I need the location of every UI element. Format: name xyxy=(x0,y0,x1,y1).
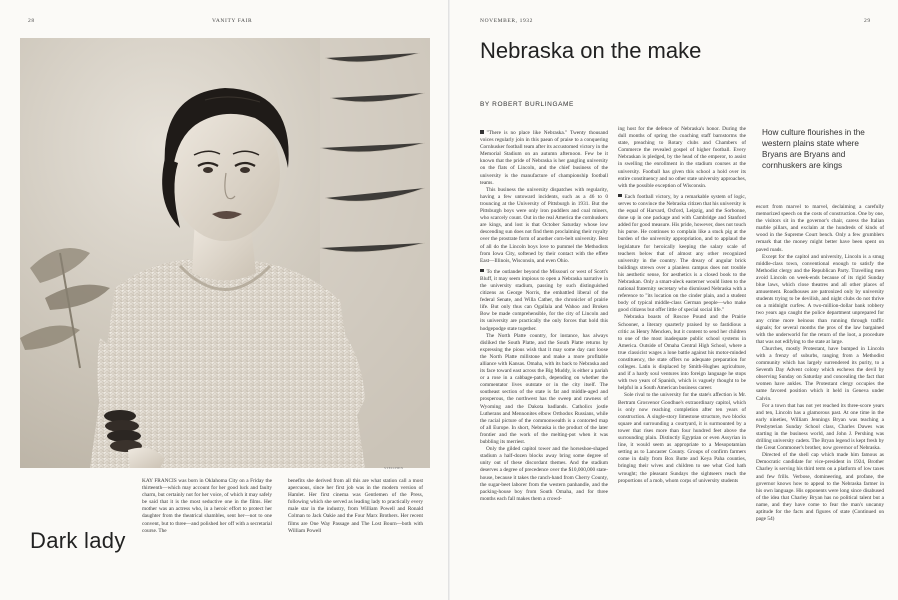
paragraph: ing host for the defence of Nebraska's honor. During the dull months of spring the coaching staff barnstorms the state, preaching to Rotary clubs and Chambers of Commerce the revealed gospel of higher football. Every Nebraskan is pledged, by the head of the emperor, to assist in swelling the enrollment in the stadium courses at the university. Football has given this school a hold over its entire constituency and no other state university approaches, with the possible exception of Wisconsin. xyxy=(618,126,746,189)
caption-title: Dark lady xyxy=(30,528,126,553)
caption-column-1: KAY FRANCIS was born in Oklahoma City on a Friday the thirteenth—which may account for her good luck and faulty charm, but certainly not for her voice, of which it may safely be said that it is the most seductive one in the films. Her mother was an actress who, in a heroic effort to protect her daughter from the theatrical shambles, sent her—not to one convent, but to three—and polished her off with a secretarial course. The xyxy=(142,478,272,534)
paragraph: Only the gilded capitol tower and the horseshoe-shaped stadium a half-dozen blocks away bring some degree of unity out of these discordant themes. And the stadium deserves a degree of precedence over the $10,000,000 state-house, because it takes the ranch-hand from Cherry County, the sugar-beet laborer from the western panhandle, and the packing-house boy from South Omaha, and for three months each fall makes them a crowd- xyxy=(480,446,608,502)
left-masthead: VANITY FAIR xyxy=(212,18,253,24)
article-column-2 xyxy=(618,126,746,588)
paragraph: For a town that has not yet reached its three-score years and ten, Lincoln has a glamorous past. At one time in the early nineties, William Jennings Bryan was teaching a Presbyterian Sunday School class, Charles Dawes was starting in the business world, and John J. Pershing was drilling university cadets. The Bryan legend is kept fresh by the Great Commoner's brother, now governor of Nebraska. xyxy=(756,402,884,452)
section-marker xyxy=(618,194,622,198)
right-date: NOVEMBER, 1932 xyxy=(480,18,534,24)
left-page-number: 28 xyxy=(28,18,35,24)
paragraph: Except for the capitol and university, Lincoln is a smug middle-class town, conventional enough to satisfy the Methodist clergy and the Republican Party. Travelling men avoid Lincoln on week-ends because of its rigid Sunday blue laws, which close theatres and all other places of amusement. Roadhouses are patronized only by university students trying to be devilish, and night clubs do not thrive on a midnight curfew. A two-million-dollar bank robbery two years ago caught the police department unprepared for any crime more heinous than running through traffic signals; for several months the pros of the law bargained with the underworld for the return of the loot, a procedure that was not edifying to the state at large. xyxy=(756,253,884,345)
article-byline: BY ROBERT BURLINGAME xyxy=(480,101,574,108)
article-headline: Nebraska on the make xyxy=(480,38,702,63)
article-column-1 xyxy=(480,126,608,588)
portrait-photo xyxy=(20,38,430,468)
article-deck: How culture flourishes in the western plains state where Bryans are Bryans and cornhuskers are kings xyxy=(762,128,865,170)
caption-column-2: benefits she derived from all this are what station call a most apercuous, since her first job was in the modern version of Hamlet. Her first cinema was Gentlemen of the Press, following which she served as leading lady to practically every male star in the industry, from William Powell and Ronald Colman to Jack Oakie and the Four Marx Brothers. Her recent films are One Way Passage and The Lost Bourn—both with William Powell xyxy=(288,478,423,534)
right-page-number: 29 xyxy=(864,18,871,24)
portrait-illustration xyxy=(20,38,430,468)
paragraph: escort from marvel to marvel, declaiming a carefully memorized speech on the costs of construction. One by one, the visitors sit in the governor's chair, caress the Italian marble pillars, and exclaim at the hundreds of kinds of wood in the Supreme Court bench. Only a few grumblers remark that the money might better have been spent on paved roads. xyxy=(756,204,884,253)
section-marker xyxy=(480,130,484,134)
paragraph: Sole rival to the university for the state's affection is Mr. Bertram Grosvenor Goodhue's extraordinary capitol, which is only now reaching completion after ten years of construction. A single-story limestone structure, two blocks square and surrounding a courtyard, it is surmounted by a tower that rises more than four hundred feet above the surrounding plain. Distinctly Egyptian or even Assyrian in line, it would seem as appropriate to a Mesopotamian setting as to Lancaster County. Groups of confirm farmers come in daily from Box Butte and Keya Paha counties, bringing their wives and children to see what God hath wrought; the pleasant Sundays the sightseers reach the proportions of a mob, whom corps of university students xyxy=(618,392,746,484)
article-column-3 xyxy=(756,204,884,588)
page-gutter xyxy=(448,0,450,600)
paragraph: "There is no place like Nebraska." Twenty thousand voices regularly join in this paean of praise to a conquering Cornhusker football team after its accustomed victory in the Memorial Stadium on an autumn afternoon. Few be it known that the pride of Nebraska is her gangling university on the flats of Lincoln, and the chief business of the university is the manufacture of championship football teams. xyxy=(480,130,608,186)
paragraph: Nebraska boasts of Roscoe Pound and the Prairie Schooner, a literary quarterly praised by so fastidious a critic as Henry Mencken, but it content to send her children to one of the most inadequate public school systems in America. Outside of Omaha Central High School, where a true classicist wages a lone battle against his motor-minded constituency, the state offers no adequate preparation for colleges. Latin is displaced by Smith-Hughes agriculture, and if a hardy soul ventures into foreign language he stops with two years of Spanish, which is vaguely thought to be helpful in a South American business career. xyxy=(618,314,746,392)
paragraph: Each football victory, by a remarkable system of logic, serves to convince the Nebraska citizen that his university is the equal of Harvard, Oxford, Leipzig, and the Sorbonne, done up in one package and with Cambridge and Stanford added for good measure. His pride, however, does not touch his purse. He continues to complain like a stuck pig at the burden of the university appropriation, and to applaud the legislature for heroically keeping the salary scale of teachers below that of almost any other recognized university in the country. The dreary of angular brick buildings strewn over a planless campus does not trouble his aesthetic sense, for aesthetics is a closed book to the Nebraskan. Only a smart-aleck easterner would listen to the national fraternity secretary who dismissed Nebraska with a reference to "its location on the cinder plain, and a student body of typical middle-class German people—who make good citizens but offer little of special social life." xyxy=(618,193,746,314)
paragraph: To the outlander beyond the Missouri or west of Scott's Bluff, it may seem impious to open a Nebraska narrative in the university stadium, passing by such distinguished citizens as George Norris, the embattled liberal of the federal Senate, and Willa Cather, the chronicler of prairie life. But only thus can Ogallala and Wahoo and Broken Bow be made comprehensible, for the city of Lincoln and its university are practically the only forces that hold this hodgepodge state together. xyxy=(480,268,608,332)
photo-credit: STEICHEN xyxy=(384,466,404,470)
paragraph: Directed of the shell cap which made him famous as Democratic candidate for vice-president in 1924, Brother Charley is serving his third term on a platform of low taxes and few frills. Verbose, domineering, and profane, the governor knows how to appeal to the Nebraska farmer in his own language. His opponents were long since disabused of the idea that Charley Bryan has no political talent but a name, and they have come to fear the man's uncanny aptitude for the facts and figures of state (Continued on page 54) xyxy=(756,452,884,523)
paragraph: Churches, mostly Protestant, have bumped in Lincoln with a frenzy of suburbs, ranging from a Methodist community which has largely surrendered its purity, to a Seventh Day Advent colony which eschews the devil by observing Sunday on Saturday and concealing the fact that women have ankles. The Protestant clergy occupies the same favored position which it held in Geneva under Calvin. xyxy=(756,345,884,402)
section-marker xyxy=(480,269,484,273)
paragraph: The North Platte country, for instance, has always disliked the South Platte, and the South Platte returns by expressing the pious wish that it may some day cast loose the North Platte millstone and make a more profitable alliance with Kansas. Omaha, with its back to Nebraska and its face toward east across the Big Muddy, is either a pariah or a rose in a cabbage-patch, depending on whether the commentator lives outstate or in the city itself. The southeast section of the state is fat and middle-aged and prosperous, the northwest has the sweep and rawness of Wyoming and the Dakota badlands. Catholics jostle Lutherans and Mennonites elbow Orthodox Russians, while the racial picture of the commonwealth is a contorted map of all Europe. In short, Nebraska is the product of the later frontier and the work of the melting-pot when it was bubbling its merriest. xyxy=(480,332,608,446)
paragraph: This business the university dispatches with regularity, having a few untoward incidents, such as a 46 to 0 trouncing at the University of Pittsburgh in 1931. But the Pittsburgh boys were only iron puddlers and coal miners, who scarcely count. Out in the real America the cornhuskers are kings, and lost is that October Saturday whose low descending sun does not find them proclaiming their royalty over the prostrate form of another corn-belt university. Best of all do the Lincoln boys love to pummel the Methodists from Iowa City, softened by their contact with the effete East—Illinois, Wisconsin, and even Ohio. xyxy=(480,186,608,264)
